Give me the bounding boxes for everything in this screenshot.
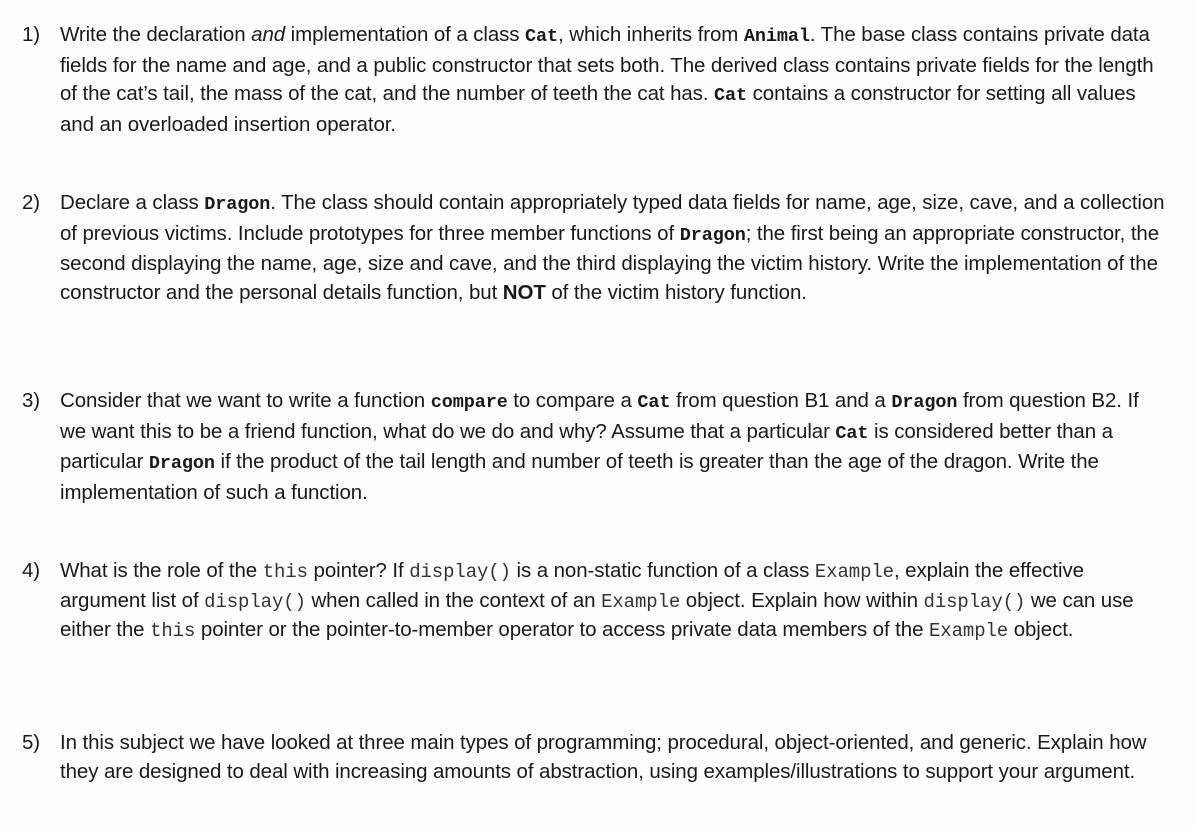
text-segment: , which inherits from — [558, 23, 744, 46]
question-5 — [22, 729, 1172, 786]
question-1 — [22, 21, 1172, 139]
question-text — [60, 557, 1170, 646]
code-identifier: display() — [923, 590, 1026, 613]
text-segment: pointer or the pointer-to-member operator to access private data members of the — [195, 618, 929, 641]
question-3 — [22, 387, 1172, 507]
text-segment: contains a constructor for setting all values and an overloaded insertion operator. — [60, 82, 1136, 136]
code-identifier: this — [262, 561, 308, 583]
text-segment: from question B1 and a — [670, 389, 892, 412]
text-segment: if the product of the tail length and number of teeth is greater than the age of the dragon. Write the implementation of such a function. — [60, 450, 1099, 504]
code-identifier: Cat — [714, 85, 748, 106]
code-identifier: display() — [204, 590, 306, 613]
text-segment: we can use either the — [60, 588, 1134, 641]
code-identifier: Cat — [637, 392, 671, 413]
code-identifier: Example — [814, 561, 894, 583]
code-identifier: Dragon — [204, 194, 271, 215]
text-segment: , explain the effective argument list of — [60, 559, 1084, 612]
code-identifier: Dragon — [148, 453, 215, 474]
question-number: 1) — [22, 23, 41, 46]
text-segment: to compare a — [507, 389, 638, 412]
text-segment: from question B2. If we want this to be a friend function, what do we do and why? Assume that a particular — [60, 389, 1139, 443]
bold-segment: NOT — [502, 280, 546, 304]
text-segment: ; the first being an appropriate constructor, the second displaying the name, age, size and cave, and the third displaying the victim history. Write the implementation of the constructor and the personal details function, but — [60, 221, 1160, 304]
text-segment: pointer? If — [307, 559, 410, 582]
text-segment: . The class should contain appropriately typed data fields for name, age, size, cave, and a collection of previous victims. Include prototypes for three member functions of — [60, 191, 1165, 245]
code-identifier: Dragon — [891, 392, 958, 413]
question-2 — [22, 189, 1172, 307]
text-segment: In this subject we have looked at three main types of programming; procedural, object-oriented, and generic. Explain how they are designed to deal with increasing amounts of abstraction, using examples/illustrations to support your argument. — [60, 731, 1147, 783]
code-identifier: Example — [601, 590, 681, 613]
text-segment: object. — [1008, 618, 1074, 641]
code-identifier: Cat — [835, 422, 869, 444]
code-identifier: display() — [409, 561, 511, 583]
text-segment: Declare a class — [60, 191, 205, 214]
question-4 — [22, 557, 1172, 646]
text-segment: object. Explain how within — [680, 588, 924, 612]
question-number: 5) — [22, 731, 41, 754]
text-segment: What is the role of the — [60, 559, 263, 582]
code-identifier: this — [150, 620, 196, 642]
text-segment: when called in the context of an — [305, 588, 602, 612]
emphasis-segment: and — [251, 23, 286, 46]
question-text — [60, 387, 1170, 507]
code-identifier: Cat — [525, 26, 559, 47]
question-text — [60, 21, 1170, 139]
question-number: 4) — [22, 559, 41, 582]
code-identifier: Dragon — [679, 224, 746, 246]
text-segment: is considered better than a particular — [60, 419, 1113, 473]
code-identifier: compare — [430, 392, 508, 413]
text-segment: is a non-static function of a class — [510, 559, 815, 582]
question-number: 3) — [22, 389, 41, 412]
text-segment: implementation of a class — [285, 23, 526, 46]
text-segment: of the victim history function. — [545, 280, 807, 304]
question-text — [60, 189, 1170, 307]
code-identifier: Animal — [743, 26, 810, 47]
question-text — [60, 729, 1170, 786]
text-segment: Consider that we want to write a function — [60, 389, 431, 412]
text-segment: Write the declaration — [60, 23, 252, 46]
code-identifier: Example — [928, 620, 1009, 642]
question-number: 2) — [22, 191, 41, 214]
text-segment: . The base class contains private data fields for the name and age, and a public constructor that sets both. The derived class contains private fields for the length of the cat’s tail, the mass of the cat, and the number of teeth the cat has. — [60, 23, 1154, 105]
